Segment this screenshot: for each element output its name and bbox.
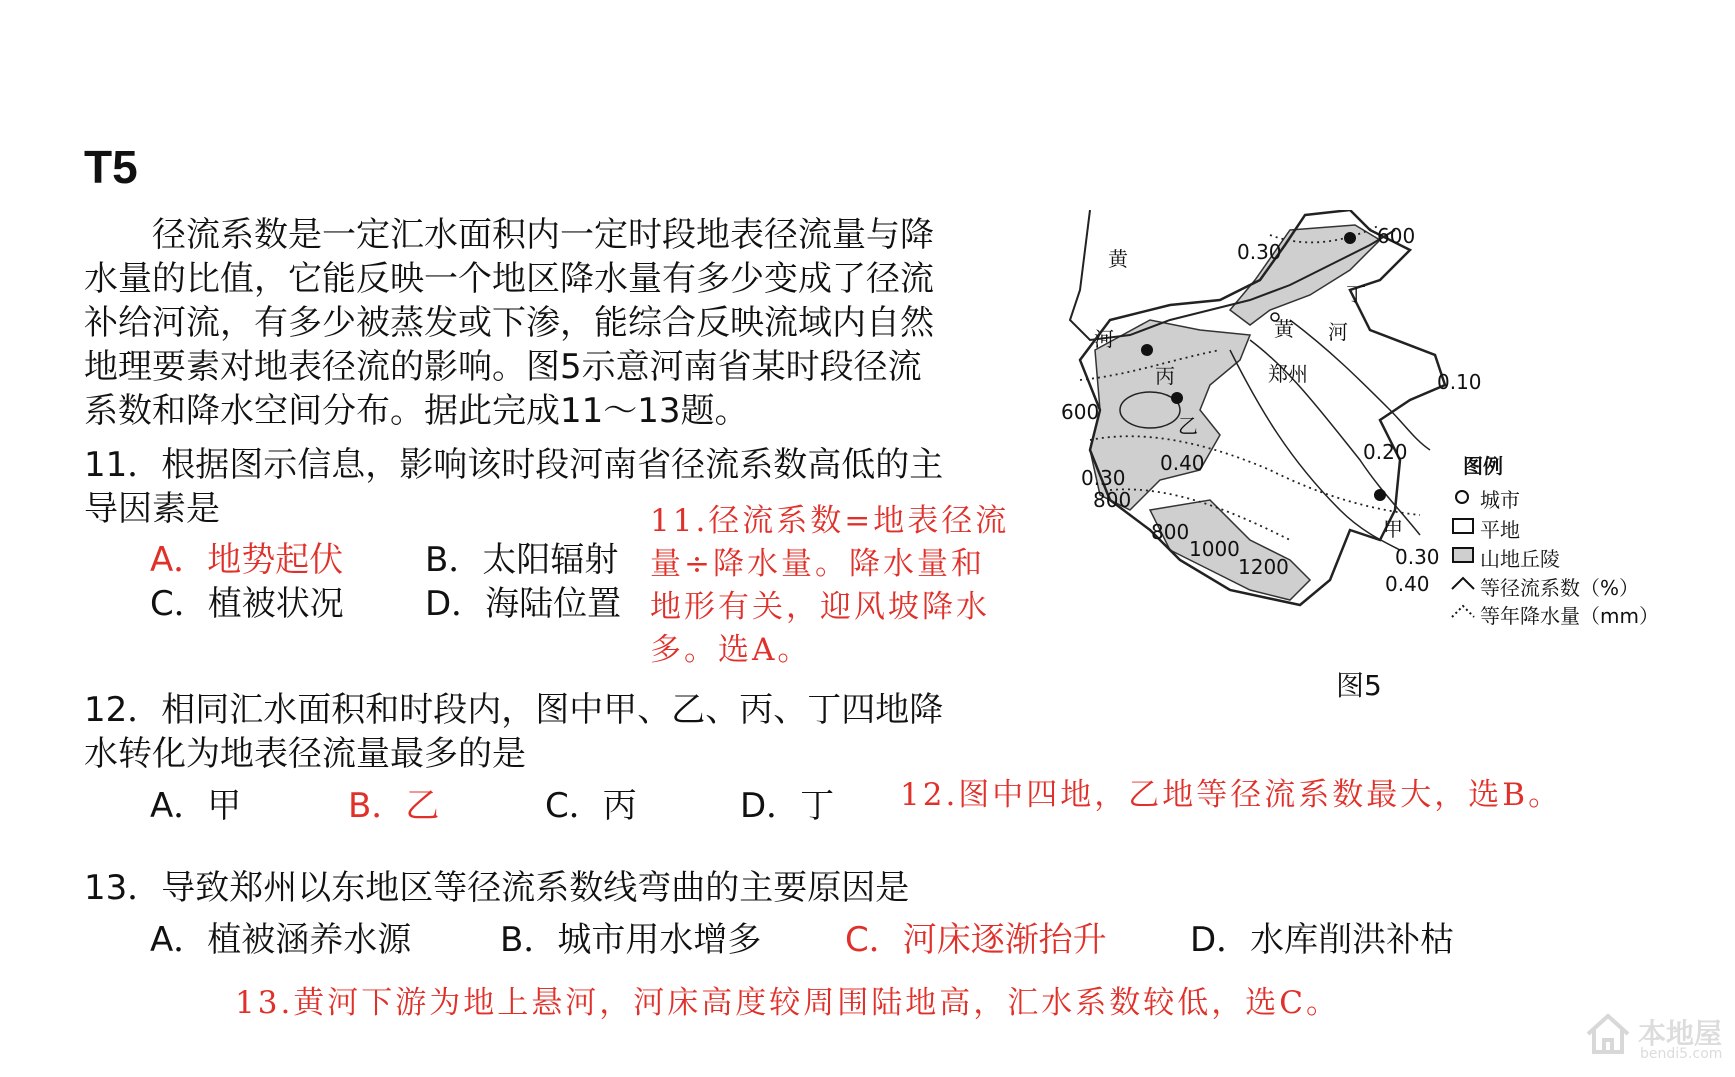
legend-title: 图例 [1463,454,1503,478]
q12-option-d: D．丁 [740,786,835,826]
map-label-010: 0.10 [1437,370,1482,394]
q11-option-d: D．海陆位置 [425,584,622,624]
q13-option-c: C．河床逐渐抬升 [845,920,1107,960]
legend-city-symbol [1455,490,1469,504]
legend-runoff-isoline-symbol [1450,574,1476,592]
map-label-ding: 丁 [1346,282,1366,306]
intro-line-5: 系数和降水空间分布。据此完成11～13题。 [84,391,749,431]
city-yi [1171,392,1183,404]
map-label-600-b: 600 [1061,400,1100,424]
legend-hill: 山地丘陵 [1480,547,1560,571]
watermark-name: 本地屋 [1638,1017,1723,1050]
q12-stem-1: 12．相同汇水面积和时段内，图中甲、乙、丙、丁四地降 [84,690,944,730]
figure-caption: 图5 [1336,669,1382,702]
q13-stem: 13．导致郑州以东地区等径流系数线弯曲的主要原因是 [84,868,910,908]
page-title: T5 [84,141,138,193]
legend-precip-isoline: 等年降水量（mm） [1480,604,1659,628]
q12-stem-2: 水转化为地表径流量最多的是 [84,734,526,774]
map-label-040-b: 0.40 [1385,572,1430,596]
map-label-800-a: 800 [1093,488,1132,512]
map-label-yi: 乙 [1178,414,1198,438]
city-ding [1344,232,1356,244]
q11-option-a: A．地势起伏 [150,540,344,580]
q12-answer-note: 12.图中四地，乙地等径流系数最大，选B。 [900,777,1563,813]
city-jia [1374,489,1386,501]
q11-stem-2: 导因素是 [84,489,220,529]
map-label-030-b: 0.30 [1081,466,1126,490]
q11-answer-note-2: 量÷降水量。降水量和 [650,546,985,582]
henan-runoff-map [1050,210,1650,630]
q13-option-a: A．植被涵养水源 [150,920,412,960]
legend-precip-isoline-symbol [1450,602,1476,620]
q12-option-b: B．乙 [348,786,440,826]
city-bing [1141,344,1153,356]
map-label-bing: 丙 [1155,364,1175,388]
q13-option-d: D．水库削洪补枯 [1190,920,1455,960]
map-label-020: 0.20 [1363,440,1408,464]
legend-runoff-isoline: 等径流系数（%） [1480,576,1640,600]
q12-option-a: A．甲 [150,786,242,826]
map-label-he-1: 河 [1094,327,1114,351]
map-label-040-a: 0.40 [1160,451,1205,475]
map-label-jia: 甲 [1383,517,1403,541]
map-label-zhengzhou: 郑州 [1268,362,1308,386]
map-label-huang-1: 黄 [1108,247,1128,271]
map-label-030-a: 0.30 [1237,240,1282,264]
q11-answer-note-3: 地形有关，迎风坡降水 [650,589,990,625]
map-label-030-c: 0.30 [1395,545,1440,569]
q11-stem-1: 11．根据图示信息，影响该时段河南省径流系数高低的主 [84,445,944,485]
q11-answer-note-4: 多。选A。 [650,632,812,668]
q11-option-c: C．植被状况 [150,584,344,624]
intro-line-2: 水量的比值，它能反映一个地区降水量有多少变成了径流 [84,259,934,299]
map-label-800-b: 800 [1151,520,1190,544]
q13-answer-note: 13.黄河下游为地上悬河，河床高度较周围陆地高，汇水系数较低，选C。 [235,985,1341,1021]
map-label-huang-2: 黄 [1274,317,1294,341]
map-label-1200: 1200 [1238,555,1289,579]
legend-plain: 平地 [1480,518,1520,542]
legend-hill-symbol [1452,547,1474,563]
legend-plain-symbol [1452,518,1474,534]
intro-line-3: 补给河流，有多少被蒸发或下渗，能综合反映流域内自然 [84,303,934,343]
watermark-url: bendi5.com [1640,1046,1723,1062]
q12-option-c: C．丙 [545,786,637,826]
runoff-isoline-2 [1290,320,1430,450]
intro-line-4: 地理要素对地表径流的影响。图5示意河南省某时段径流 [84,347,922,387]
map-label-1000: 1000 [1189,537,1240,561]
q11-option-b: B．太阳辐射 [425,540,619,580]
legend-city: 城市 [1480,488,1520,512]
q11-answer-note-1: 11.径流系数=地表径流 [650,503,1010,539]
map-label-600-a: 600 [1377,224,1416,248]
house-logo-icon [1584,1010,1632,1058]
map-label-he-2: 河 [1328,320,1348,344]
intro-line-1: 径流系数是一定汇水面积内一定时段地表径流量与降 [84,215,934,255]
q13-option-b: B．城市用水增多 [500,920,762,960]
